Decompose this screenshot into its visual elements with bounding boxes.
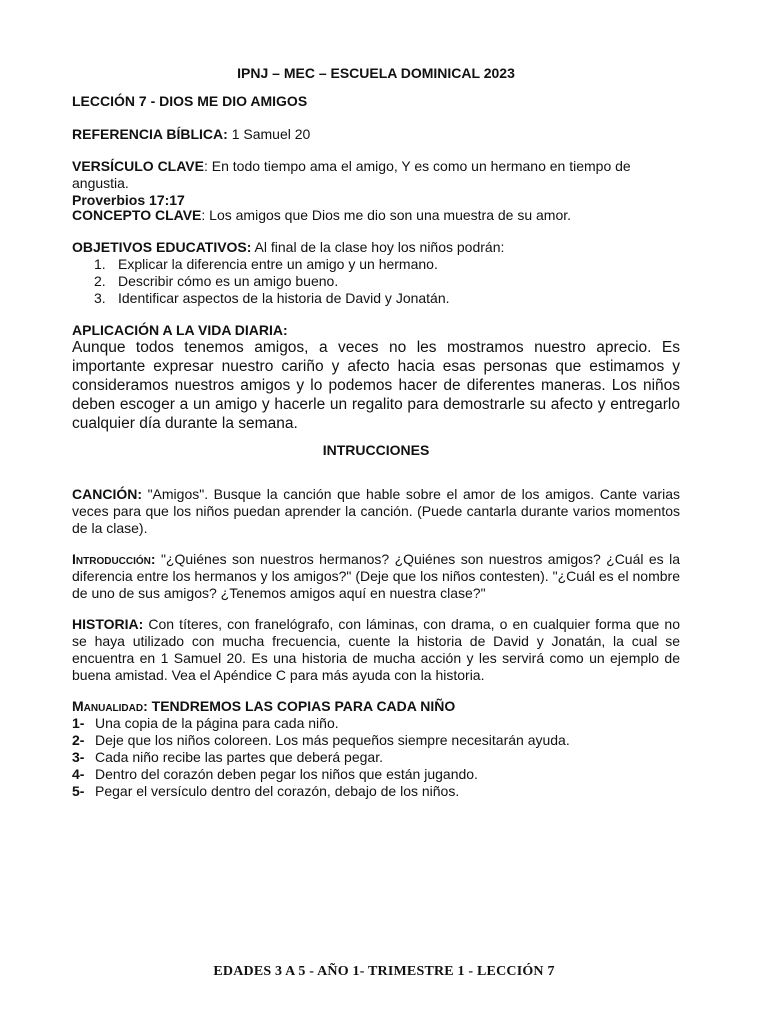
song-text: "Amigos". Busque la canción que hable sobre el amor de los amigos. Cante varias veces para que los niños puedan aprender la canción. (Puede cantarla durante varios momentos de la clase).: [72, 486, 680, 536]
key-concept: [72, 207, 680, 224]
key-verse-label: VERSÍCULO CLAVE: [72, 158, 204, 174]
craft-title: TENDREMOS LAS COPIAS PARA CADA NIÑO: [147, 698, 456, 714]
objectives-list: [94, 256, 674, 307]
bible-reference-label: REFERENCIA BÍBLICA:: [72, 126, 228, 142]
list-item: 3- Cada niño recibe las partes que deberá pegar.: [72, 749, 383, 765]
page-footer: EDADES 3 A 5 - AÑO 1- TRIMESTRE 1 - LECCIÓN 7: [213, 964, 555, 979]
objectives-label: OBJETIVOS EDUCATIVOS:: [72, 239, 252, 255]
introduction-section: [72, 551, 680, 602]
key-verse-citation: Proverbios 17:17: [72, 192, 185, 208]
daily-application-text: Aunque todos tenemos amigos, a veces no les mostramos nuestro aprecio. Es importante expresar nuestro cariño y afecto hacia esas personas que estimamos y consideramos nuestros amigos y lo podemos hacer de diferentes maneras. Los niños deben escoger a un amigo y hacerle un regalito para demostrarle su afecto y entregarlo cualquier día durante la semana.: [72, 339, 680, 432]
list-item: 5- Pegar el versículo dentro del corazón, debajo de los niños.: [72, 783, 460, 799]
key-concept-label: CONCEPTO CLAVE: [72, 207, 202, 223]
page-header: IPNJ – MEC – ESCUELA DOMINICAL 2023: [237, 65, 515, 81]
bible-reference-text: 1 Samuel 20: [227, 126, 311, 142]
craft-heading: [72, 698, 680, 715]
key-verse: [72, 158, 680, 209]
craft-label: Manualidad:: [72, 698, 148, 714]
list-item: 2- Deje que los niños coloreen. Los más pequeños siempre necesitarán ayuda.: [72, 732, 570, 748]
instructions-heading: INTRUCCIONES: [322, 442, 430, 458]
list-item: 1- Una copia de la página para cada niño.: [72, 715, 339, 731]
objectives-intro: Al final de la clase hoy los niños podrán:: [251, 239, 505, 255]
key-concept-text: : Los amigos que Dios me dio son una muestra de su amor.: [201, 207, 572, 223]
introduction-text: "¿Quiénes son nuestros hermanos? ¿Quiénes son nuestros amigos? ¿Cuál es la diferencia entre los hermanos y los amigos?" (Deje que los niños contesten). "¿Cuál es el nombre de uno de sus amigos? ¿Tenemos amigos aquí en nuestra clase?": [72, 551, 680, 601]
introduction-label: Introducción:: [72, 551, 156, 567]
song-label: CANCIÓN:: [72, 486, 142, 502]
lesson-title: LECCIÓN 7 - DIOS ME DIO AMIGOS: [72, 93, 308, 109]
objectives: [72, 239, 680, 256]
story-text: Con títeres, con franelógrafo, con láminas, con drama, o en cualquier forma que no se haya utilizado con mucha frecuencia, cuente la historia de David y Jonatán, la cual se encuentra en 1 Samuel 20. Es una historia de mucha acción y les servirá como un ejemplo de buena amistad. Vea el Apéndice C para más ayuda con la historia.: [72, 616, 680, 683]
bible-reference: [72, 126, 680, 143]
list-item: 3. Identificar aspectos de la historia de David y Jonatán.: [94, 290, 450, 306]
craft-steps: [72, 715, 680, 800]
song-section: [72, 486, 680, 537]
story-section: [72, 616, 680, 684]
story-label: HISTORIA:: [72, 616, 144, 632]
key-verse-text: : En todo tiempo ama el amigo, Y es como un hermano en tiempo de angustia.: [72, 158, 631, 191]
list-item: 1. Explicar la diferencia entre un amigo y un hermano.: [94, 256, 438, 272]
daily-application-heading: APLICACIÓN A LA VIDA DIARIA:: [72, 322, 288, 338]
list-item: 4- Dentro del corazón deben pegar los niños que están jugando.: [72, 766, 478, 782]
list-item: 2. Describir cómo es un amigo bueno.: [94, 273, 339, 289]
